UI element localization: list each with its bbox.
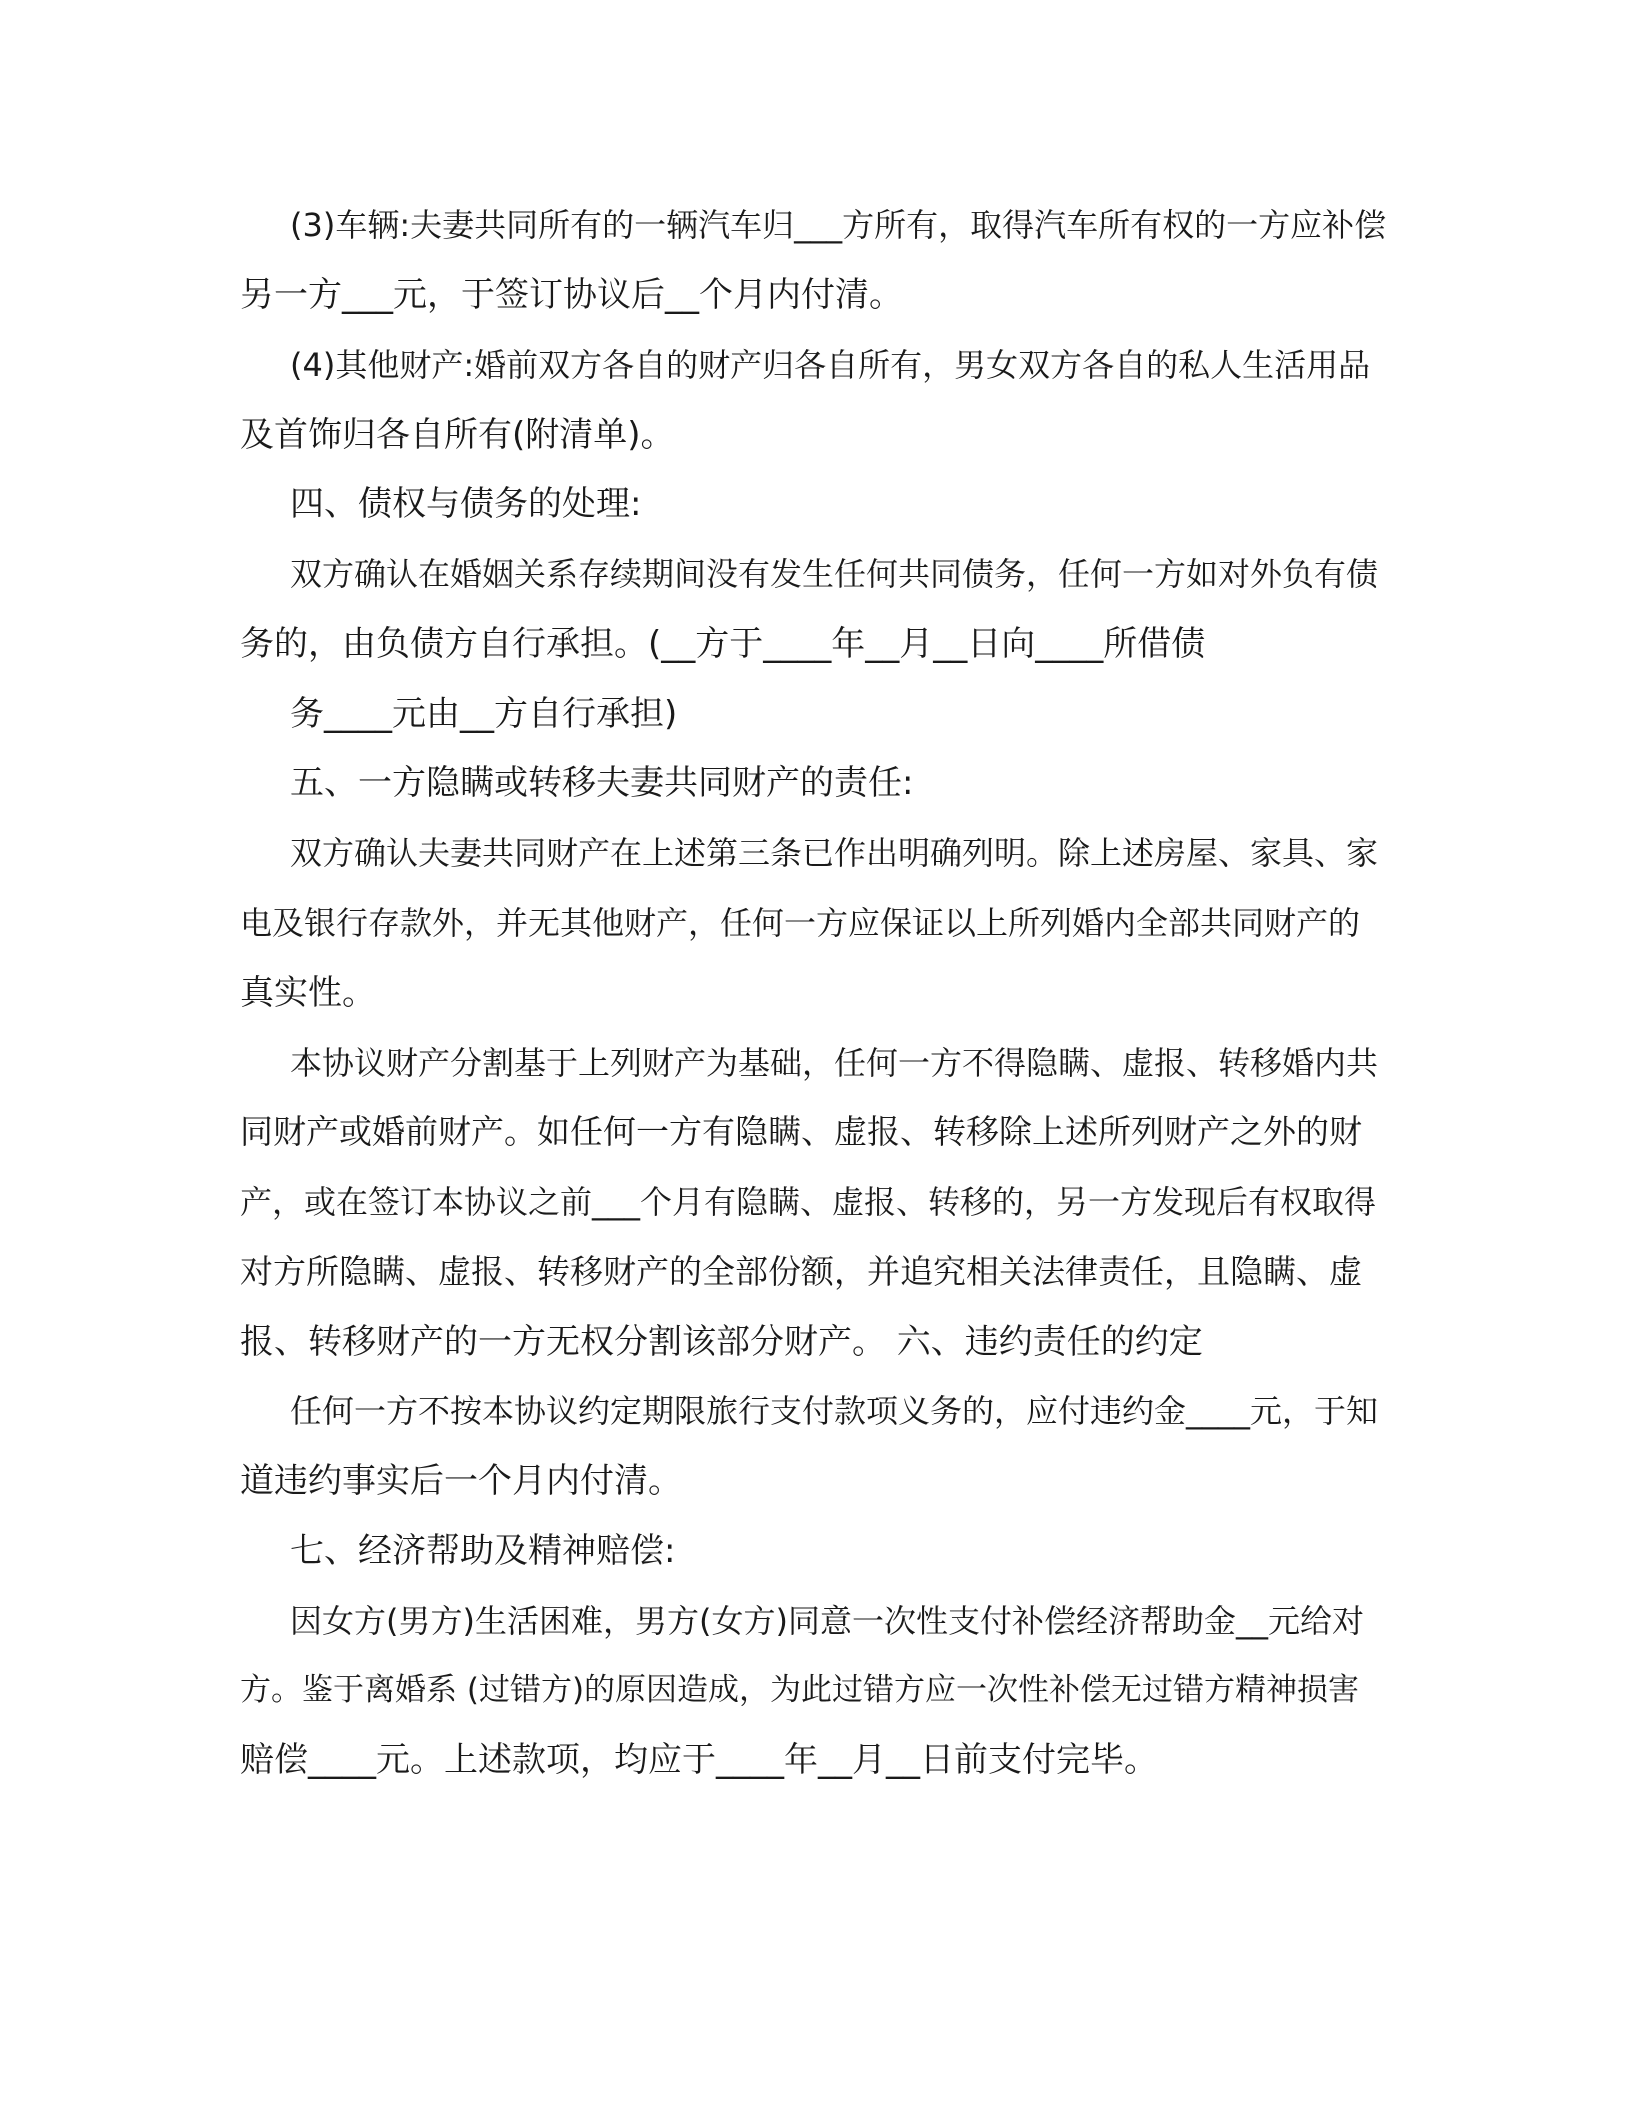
text-line: (4)其他财产:婚前双方各自的财产归各自所有，男女双方各自的私人生活用品 — [290, 346, 1371, 384]
text-line: 道违约事实后一个月内付清。 — [240, 1461, 682, 1501]
text-line: 因女方(男方)生活困难，男方(女方)同意一次性支付补偿经济帮助金__元给对 — [290, 1602, 1364, 1640]
text-line: 产，或在签订本协议之前___个月有隐瞒、虚报、转移的，另一方发现后有权取得 — [240, 1183, 1377, 1221]
section-heading: 四、债权与债务的处理: — [290, 484, 642, 524]
text-line: 任何一方不按本协议约定期限旅行支付款项义务的，应付违约金____元，于知 — [290, 1392, 1379, 1430]
text-line: 本协议财产分割基于上列财产为基础，任何一方不得隐瞒、虚报、转移婚内共 — [290, 1044, 1379, 1082]
text-line: 电及银行存款外，并无其他财产，任何一方应保证以上所列婚内全部共同财产的 — [240, 904, 1361, 942]
text-line: 真实性。 — [240, 973, 376, 1013]
text-line: 务____元由__方自行承担) — [290, 694, 678, 734]
text-line: 同财产或婚前财产。如任何一方有隐瞒、虚报、转移除上述所列财产之外的财 — [240, 1112, 1362, 1151]
text-line: 报、转移财产的一方无权分割该部分财产。 六、违约责任的约定 — [240, 1322, 1203, 1362]
section-heading: 五、一方隐瞒或转移夫妻共同财产的责任: — [290, 763, 914, 803]
text-line: 方。鉴于离婚系 (过错方)的原因造成，为此过错方应一次性补偿无过错方精神损害 — [240, 1672, 1360, 1708]
text-line: 双方确认在婚姻关系存续期间没有发生任何共同债务，任何一方如对外负有债 — [290, 555, 1379, 593]
text-line: 赔偿____元。上述款项，均应于____年__月__日前支付完毕。 — [240, 1740, 1158, 1780]
text-line: 及首饰归各自所有(附清单)。 — [240, 415, 675, 455]
text-line: 另一方___元，于签订协议后__个月内付清。 — [240, 275, 903, 315]
text-line: 双方确认夫妻共同财产在上述第三条已作出明确列明。除上述房屋、家具、家 — [290, 834, 1379, 872]
section-heading: 七、经济帮助及精神赔偿: — [290, 1531, 676, 1571]
text-line: 对方所隐瞒、虚报、转移财产的全部份额，并追究相关法律责任，且隐瞒、虚 — [240, 1252, 1362, 1291]
text-line: (3)车辆:夫妻共同所有的一辆汽车归___方所有，取得汽车所有权的一方应补偿 — [290, 206, 1387, 244]
text-line: 务的，由负债方自行承担。(__方于____年__月__日向____所借债 — [240, 624, 1206, 664]
